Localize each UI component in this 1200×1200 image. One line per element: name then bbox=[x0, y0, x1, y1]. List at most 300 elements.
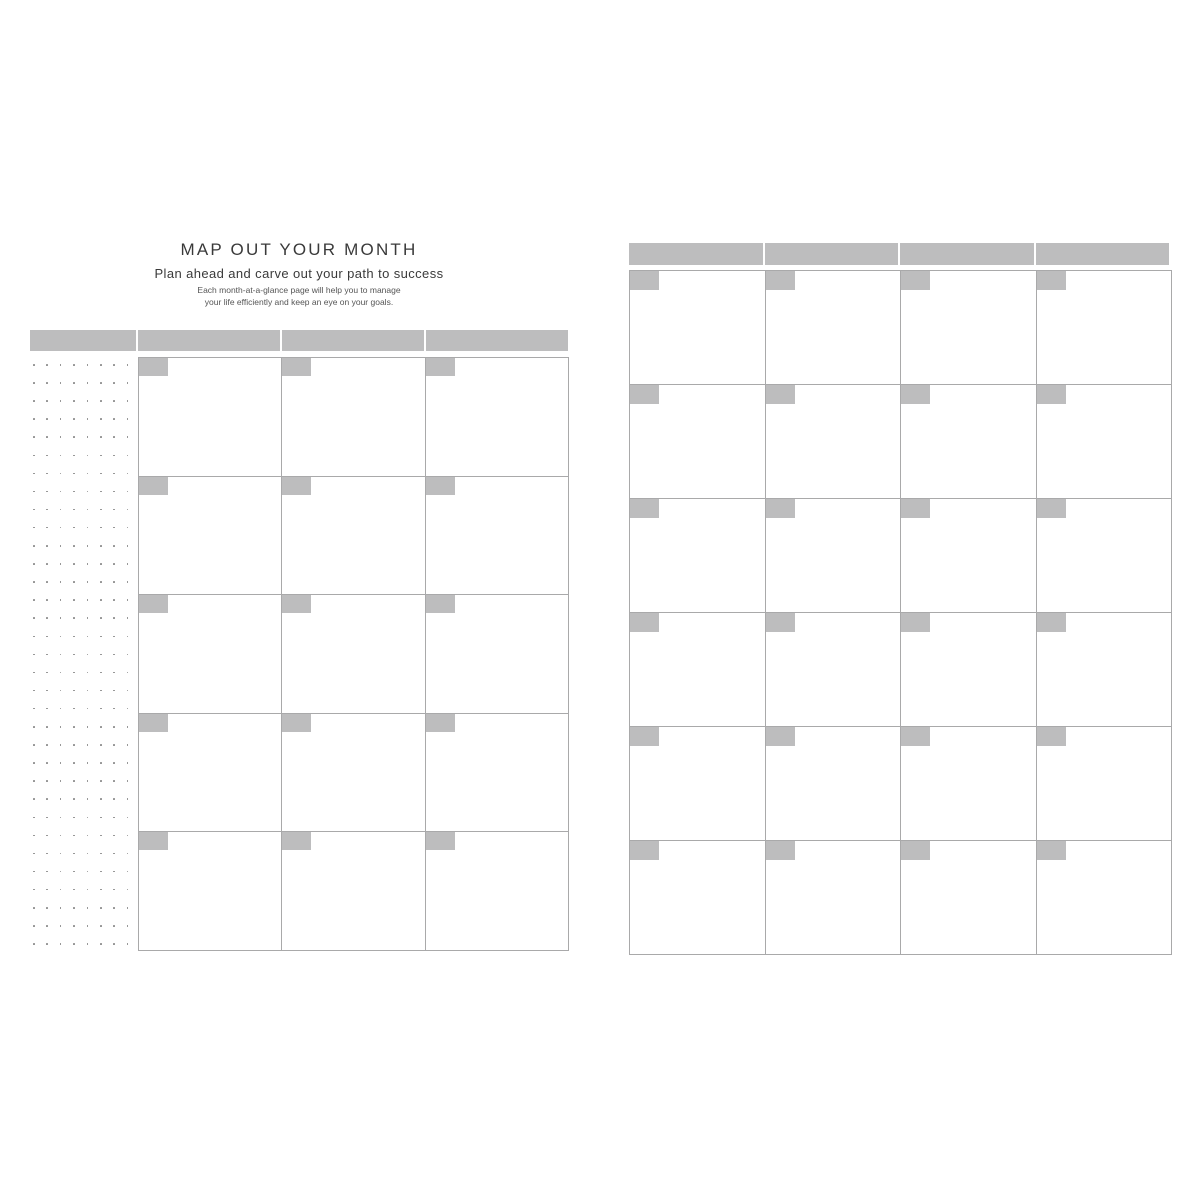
dot bbox=[113, 817, 115, 819]
dot bbox=[46, 654, 48, 656]
dot bbox=[46, 455, 48, 457]
dot bbox=[60, 382, 62, 384]
dot bbox=[127, 744, 129, 746]
day-cell bbox=[138, 476, 282, 596]
dot bbox=[60, 636, 62, 638]
dot bbox=[87, 527, 89, 529]
dot bbox=[113, 491, 115, 493]
date-tab bbox=[766, 613, 795, 632]
dot bbox=[87, 780, 89, 782]
dot bbox=[113, 636, 115, 638]
dot bbox=[73, 853, 75, 855]
dot bbox=[73, 545, 75, 547]
dot bbox=[113, 726, 115, 728]
day-cell bbox=[900, 612, 1037, 727]
dot bbox=[46, 581, 48, 583]
day-cell bbox=[900, 726, 1037, 841]
dot bbox=[113, 762, 115, 764]
dot bbox=[127, 672, 129, 674]
dot bbox=[87, 617, 89, 619]
dot bbox=[87, 400, 89, 402]
dot bbox=[113, 581, 115, 583]
dot bbox=[127, 581, 129, 583]
dot bbox=[60, 400, 62, 402]
dot bbox=[127, 780, 129, 782]
day-cell bbox=[900, 498, 1037, 613]
dot bbox=[87, 798, 89, 800]
dot bbox=[113, 708, 115, 710]
dot bbox=[73, 690, 75, 692]
dot bbox=[127, 436, 129, 438]
dot bbox=[127, 527, 129, 529]
day-cell bbox=[138, 594, 282, 714]
dot bbox=[87, 654, 89, 656]
dot bbox=[100, 871, 102, 873]
dot bbox=[33, 654, 35, 656]
dot bbox=[87, 835, 89, 837]
dot bbox=[113, 418, 115, 420]
dot bbox=[46, 690, 48, 692]
dot bbox=[33, 708, 35, 710]
dot bbox=[60, 473, 62, 475]
dot bbox=[100, 907, 102, 909]
dot bbox=[87, 889, 89, 891]
header-bar bbox=[1036, 243, 1170, 265]
dot bbox=[33, 762, 35, 764]
dot bbox=[127, 654, 129, 656]
day-cell bbox=[629, 384, 766, 499]
dot bbox=[33, 581, 35, 583]
dot bbox=[33, 617, 35, 619]
date-tab bbox=[282, 595, 311, 613]
header-bar bbox=[765, 243, 899, 265]
dot bbox=[33, 563, 35, 565]
day-cell bbox=[425, 594, 569, 714]
dot bbox=[127, 798, 129, 800]
dot bbox=[87, 672, 89, 674]
dot bbox=[73, 726, 75, 728]
dot bbox=[113, 798, 115, 800]
dot bbox=[46, 871, 48, 873]
dot bbox=[73, 563, 75, 565]
dot bbox=[113, 545, 115, 547]
dot bbox=[100, 925, 102, 927]
date-tab bbox=[139, 358, 168, 376]
date-tab bbox=[630, 271, 659, 290]
dot bbox=[33, 636, 35, 638]
dot bbox=[127, 473, 129, 475]
dot bbox=[33, 907, 35, 909]
day-cell bbox=[629, 270, 766, 385]
dot bbox=[60, 527, 62, 529]
dot bbox=[73, 744, 75, 746]
dot bbox=[46, 726, 48, 728]
dot bbox=[33, 925, 35, 927]
dot bbox=[127, 943, 129, 945]
dot bbox=[127, 617, 129, 619]
day-cell bbox=[1036, 840, 1173, 955]
dot bbox=[73, 473, 75, 475]
date-tab bbox=[766, 841, 795, 860]
dot bbox=[127, 455, 129, 457]
dot bbox=[100, 436, 102, 438]
header-bar bbox=[426, 330, 568, 351]
dot bbox=[33, 509, 35, 511]
dot bbox=[46, 889, 48, 891]
day-cell bbox=[629, 498, 766, 613]
dot bbox=[33, 491, 35, 493]
dot bbox=[87, 455, 89, 457]
dot bbox=[33, 545, 35, 547]
dot bbox=[113, 617, 115, 619]
dot bbox=[46, 617, 48, 619]
dot bbox=[87, 491, 89, 493]
dot bbox=[46, 817, 48, 819]
date-tab bbox=[766, 271, 795, 290]
dot bbox=[73, 780, 75, 782]
dot bbox=[100, 617, 102, 619]
dot bbox=[127, 853, 129, 855]
dot bbox=[73, 491, 75, 493]
dot bbox=[127, 545, 129, 547]
dot bbox=[33, 672, 35, 674]
day-cell bbox=[900, 840, 1037, 955]
dot bbox=[113, 364, 115, 366]
dot bbox=[46, 708, 48, 710]
dot bbox=[46, 364, 48, 366]
dot bbox=[100, 636, 102, 638]
dot bbox=[113, 943, 115, 945]
dot bbox=[127, 889, 129, 891]
header-bar bbox=[282, 330, 424, 351]
header-bar bbox=[629, 243, 763, 265]
dot bbox=[100, 527, 102, 529]
dot bbox=[87, 817, 89, 819]
dot bbox=[33, 364, 35, 366]
day-cell bbox=[425, 476, 569, 596]
dot bbox=[127, 690, 129, 692]
date-tab bbox=[901, 841, 930, 860]
dot bbox=[60, 455, 62, 457]
dot bbox=[73, 798, 75, 800]
date-tab bbox=[766, 385, 795, 404]
dot bbox=[46, 780, 48, 782]
dot bbox=[46, 762, 48, 764]
dot bbox=[73, 436, 75, 438]
day-cell bbox=[629, 612, 766, 727]
dot bbox=[33, 455, 35, 457]
dot bbox=[46, 563, 48, 565]
dot bbox=[87, 726, 89, 728]
date-tab bbox=[426, 358, 455, 376]
dot bbox=[33, 817, 35, 819]
dot bbox=[113, 654, 115, 656]
dot bbox=[33, 436, 35, 438]
page-title: MAP OUT YOUR MONTH bbox=[180, 240, 418, 259]
dot bbox=[127, 563, 129, 565]
dot bbox=[87, 744, 89, 746]
dot bbox=[87, 581, 89, 583]
dot bbox=[87, 436, 89, 438]
dot bbox=[73, 400, 75, 402]
dot bbox=[127, 835, 129, 837]
dot bbox=[100, 654, 102, 656]
dot bbox=[113, 907, 115, 909]
dot bbox=[73, 835, 75, 837]
day-cell bbox=[765, 498, 902, 613]
dot bbox=[46, 418, 48, 420]
dot bbox=[127, 400, 129, 402]
dot bbox=[60, 907, 62, 909]
dot bbox=[113, 835, 115, 837]
dot bbox=[87, 545, 89, 547]
dot bbox=[33, 853, 35, 855]
dot bbox=[100, 762, 102, 764]
dot bbox=[100, 364, 102, 366]
dot bbox=[100, 744, 102, 746]
dot bbox=[33, 780, 35, 782]
day-cell bbox=[765, 726, 902, 841]
dot bbox=[33, 599, 35, 601]
dot bbox=[127, 708, 129, 710]
dot bbox=[46, 491, 48, 493]
dot bbox=[46, 744, 48, 746]
date-tab bbox=[901, 385, 930, 404]
dot bbox=[87, 690, 89, 692]
dot bbox=[46, 636, 48, 638]
description-line: your life efficiently and keep an eye on your goals. bbox=[204, 297, 394, 307]
dot bbox=[113, 509, 115, 511]
date-tab bbox=[630, 385, 659, 404]
day-cell bbox=[138, 713, 282, 833]
dot bbox=[60, 925, 62, 927]
day-cell bbox=[1036, 612, 1173, 727]
dot bbox=[100, 382, 102, 384]
day-cell bbox=[1036, 498, 1173, 613]
date-tab bbox=[139, 595, 168, 613]
dot bbox=[87, 708, 89, 710]
date-tab bbox=[630, 841, 659, 860]
dot bbox=[113, 527, 115, 529]
dot bbox=[60, 726, 62, 728]
date-tab bbox=[282, 358, 311, 376]
description-line: Each month-at-a-glance page will help you to manage bbox=[197, 285, 401, 295]
dot bbox=[100, 491, 102, 493]
dot bbox=[73, 617, 75, 619]
dot bbox=[100, 545, 102, 547]
dot bbox=[87, 925, 89, 927]
dot bbox=[60, 617, 62, 619]
date-tab bbox=[766, 499, 795, 518]
dot bbox=[87, 871, 89, 873]
dot bbox=[100, 400, 102, 402]
dot bbox=[60, 762, 62, 764]
dot bbox=[127, 364, 129, 366]
dot bbox=[60, 491, 62, 493]
dot bbox=[100, 672, 102, 674]
dot bbox=[113, 455, 115, 457]
dot bbox=[100, 780, 102, 782]
dot bbox=[100, 563, 102, 565]
dot bbox=[46, 545, 48, 547]
dot bbox=[60, 744, 62, 746]
dot bbox=[127, 491, 129, 493]
dot bbox=[100, 418, 102, 420]
date-tab bbox=[901, 499, 930, 518]
date-tab bbox=[282, 477, 311, 495]
dot bbox=[113, 925, 115, 927]
date-tab bbox=[139, 832, 168, 850]
dot bbox=[46, 943, 48, 945]
dot bbox=[113, 436, 115, 438]
dot bbox=[127, 418, 129, 420]
dot bbox=[33, 473, 35, 475]
dot bbox=[60, 871, 62, 873]
dot bbox=[127, 382, 129, 384]
date-tab bbox=[766, 727, 795, 746]
dot bbox=[33, 798, 35, 800]
dot bbox=[100, 509, 102, 511]
dot bbox=[73, 943, 75, 945]
dot bbox=[60, 509, 62, 511]
day-cell bbox=[1036, 726, 1173, 841]
date-tab bbox=[282, 714, 311, 732]
day-cell bbox=[765, 612, 902, 727]
dot bbox=[73, 817, 75, 819]
dot bbox=[100, 599, 102, 601]
dot bbox=[60, 889, 62, 891]
dot bbox=[73, 889, 75, 891]
dot bbox=[73, 527, 75, 529]
dot bbox=[46, 400, 48, 402]
dot bbox=[46, 798, 48, 800]
date-tab bbox=[282, 832, 311, 850]
dot bbox=[33, 889, 35, 891]
dot bbox=[100, 817, 102, 819]
day-cell bbox=[425, 713, 569, 833]
dot bbox=[113, 690, 115, 692]
dot bbox=[46, 907, 48, 909]
date-tab bbox=[630, 727, 659, 746]
dot bbox=[87, 943, 89, 945]
date-tab bbox=[1037, 499, 1066, 518]
day-cell bbox=[1036, 270, 1173, 385]
dot bbox=[73, 364, 75, 366]
dot bbox=[127, 925, 129, 927]
dot bbox=[127, 762, 129, 764]
day-cell bbox=[281, 713, 425, 833]
date-tab bbox=[426, 595, 455, 613]
day-cell bbox=[765, 384, 902, 499]
day-cell bbox=[900, 270, 1037, 385]
dot bbox=[73, 418, 75, 420]
dot bbox=[87, 473, 89, 475]
dot bbox=[87, 762, 89, 764]
dot bbox=[87, 599, 89, 601]
dot bbox=[100, 943, 102, 945]
dot bbox=[73, 599, 75, 601]
header-bar bbox=[138, 330, 280, 351]
date-tab bbox=[1037, 271, 1066, 290]
date-tab bbox=[901, 613, 930, 632]
dot bbox=[73, 762, 75, 764]
dot bbox=[100, 473, 102, 475]
dot bbox=[73, 654, 75, 656]
date-tab bbox=[630, 613, 659, 632]
dot bbox=[113, 780, 115, 782]
dot bbox=[87, 509, 89, 511]
dot bbox=[100, 798, 102, 800]
dot bbox=[113, 382, 115, 384]
dot bbox=[113, 744, 115, 746]
day-cell bbox=[765, 840, 902, 955]
dot bbox=[33, 835, 35, 837]
dot bbox=[60, 364, 62, 366]
dot bbox=[113, 599, 115, 601]
dot bbox=[73, 509, 75, 511]
dot bbox=[73, 708, 75, 710]
date-tab bbox=[426, 477, 455, 495]
dot bbox=[73, 907, 75, 909]
dot bbox=[73, 925, 75, 927]
date-tab bbox=[1037, 841, 1066, 860]
date-tab bbox=[426, 832, 455, 850]
dot bbox=[33, 527, 35, 529]
dot bbox=[100, 455, 102, 457]
page-subtitle: Plan ahead and carve out your path to success bbox=[154, 266, 444, 281]
dot bbox=[113, 871, 115, 873]
dot bbox=[87, 563, 89, 565]
dot bbox=[60, 599, 62, 601]
dot bbox=[87, 364, 89, 366]
dot bbox=[73, 672, 75, 674]
date-tab bbox=[139, 477, 168, 495]
dot bbox=[46, 436, 48, 438]
dot bbox=[87, 382, 89, 384]
dot bbox=[46, 382, 48, 384]
dot bbox=[60, 835, 62, 837]
dot bbox=[100, 835, 102, 837]
dot bbox=[60, 654, 62, 656]
dot bbox=[73, 382, 75, 384]
dot bbox=[33, 418, 35, 420]
dot bbox=[33, 726, 35, 728]
dot bbox=[127, 871, 129, 873]
dot bbox=[33, 871, 35, 873]
dot bbox=[113, 889, 115, 891]
day-cell bbox=[281, 357, 425, 477]
date-tab bbox=[426, 714, 455, 732]
date-tab bbox=[901, 727, 930, 746]
dot bbox=[60, 581, 62, 583]
dot bbox=[46, 599, 48, 601]
dot bbox=[60, 780, 62, 782]
day-cell bbox=[629, 726, 766, 841]
day-cell bbox=[425, 831, 569, 951]
dot bbox=[60, 545, 62, 547]
dot bbox=[100, 853, 102, 855]
dot bbox=[113, 672, 115, 674]
dot bbox=[100, 708, 102, 710]
dot bbox=[33, 400, 35, 402]
dot bbox=[100, 726, 102, 728]
dot bbox=[127, 726, 129, 728]
dot bbox=[100, 690, 102, 692]
date-tab bbox=[1037, 385, 1066, 404]
dot bbox=[46, 527, 48, 529]
dot bbox=[46, 509, 48, 511]
dot bbox=[87, 636, 89, 638]
